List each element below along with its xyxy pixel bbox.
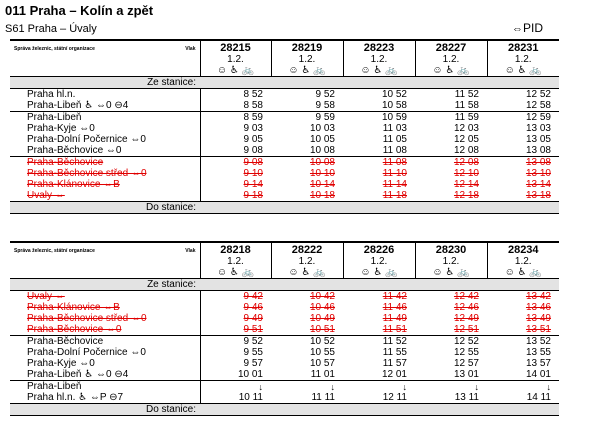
train-number: 28226 [343, 242, 415, 256]
departure-time: 14 11 [526, 392, 551, 403]
departure-time: 11 46 [382, 302, 407, 313]
operator-name: Správa železnic, státní organizace [14, 46, 95, 52]
departure-time: 11 05 [382, 134, 407, 145]
operator-note [10, 40, 200, 77]
departure-time: 10 11 [200, 392, 271, 404]
departure-time: 9 08 [200, 157, 271, 169]
departure-time: 11 42 [382, 290, 407, 302]
departure-time: 10 01 [200, 369, 271, 381]
timetable-outbound [10, 39, 559, 214]
departure-time: 11 08 [343, 157, 415, 169]
departure-time: 9 08 [200, 145, 271, 157]
amenity-icons: ☺ ♿ 🚲 [200, 65, 271, 77]
departure-time: 12 46 [453, 302, 479, 313]
amenity-icons: ☺ ♿ 🚲 [415, 65, 487, 77]
amenity-icons: ☺ ♿ 🚲 [271, 65, 343, 77]
departure-time: 9 42 [200, 291, 271, 303]
departure-time: 9 51 [200, 324, 271, 336]
departure-time: 12 10 [453, 168, 479, 179]
departure-time: 12 01 [381, 369, 407, 380]
from-station-label: Ze stanice: [10, 279, 200, 291]
departure-time: 11 51 [382, 324, 407, 335]
departure-time: ↓ [487, 381, 559, 393]
departure-time: 10 51 [309, 324, 335, 335]
departure-time: 10 18 [309, 190, 335, 201]
stop-name: Praha-Dolní Počernice ⇔0 [27, 347, 146, 358]
departure-time: 13 03 [525, 123, 551, 134]
departure-time: 12 58 [525, 100, 551, 111]
departure-time: 8 59 [200, 112, 271, 124]
departure-time: 12 03 [453, 123, 479, 134]
departure-time: 12 18 [453, 190, 479, 201]
page-title: 011 Praha – Kolín a zpět [5, 3, 154, 18]
departure-time: 9 52 [200, 336, 271, 348]
departure-time: 9 46 [200, 302, 271, 313]
stop-name: Úvaly ⇔ [27, 190, 65, 201]
stop-name: Praha-Dolní Počernice ⇔0 [27, 134, 146, 145]
operator-note [10, 242, 200, 279]
departure-time: 11 57 [382, 358, 407, 369]
departure-time: 10 52 [381, 88, 407, 100]
departure-time: 10 58 [381, 100, 407, 111]
stop-name: Praha-Klánovice ⇔B [27, 302, 120, 313]
stop-name: Praha-Běchovice střed ⇔0 [27, 168, 147, 179]
train-number: 28230 [415, 242, 487, 256]
stop-row [10, 134, 559, 145]
train-number: 28218 [200, 242, 271, 256]
stop-name: Praha-Libeň ♿ ⇔0 ⊖4 [27, 369, 129, 380]
train-number: 28219 [271, 40, 343, 54]
departure-time: ↓ [343, 381, 415, 393]
service-days: 1.2. [487, 54, 559, 65]
amenity-icons: ☺ ♿ 🚲 [487, 267, 559, 279]
band-fill [200, 404, 559, 416]
stop-row [10, 313, 559, 324]
departure-time: 12 49 [453, 313, 479, 324]
stop-row [10, 392, 559, 404]
train-number: 28234 [487, 242, 559, 256]
amenity-icons: ☺ ♿ 🚲 [487, 65, 559, 77]
train-label: Vlak [185, 248, 196, 254]
departure-time: 9 59 [271, 112, 343, 124]
stop-name: Praha-Kyje ⇔0 [27, 123, 95, 134]
amenity-icons: ☺ ♿ 🚲 [343, 267, 415, 279]
stop-row [10, 157, 559, 169]
stop-name: Praha-Běchovice střed ⇔0 [27, 313, 147, 324]
stop-row [10, 381, 559, 393]
to-station-band [10, 404, 559, 416]
departure-time: ↓ [200, 381, 271, 393]
departure-time: 13 18 [525, 190, 551, 201]
stop-row [10, 179, 559, 190]
departure-time: 11 55 [382, 347, 407, 358]
departure-time: ↓ [271, 381, 343, 393]
stop-name: Úvaly ⇔ [27, 290, 65, 302]
departure-time: 10 03 [309, 123, 335, 134]
stop-row [10, 291, 559, 303]
stop-row [10, 358, 559, 369]
operator-name: Správa železnic, státní organizace [14, 248, 95, 254]
departure-time: 13 14 [525, 179, 551, 190]
departure-time: 9 18 [200, 190, 271, 202]
departure-time: 9 58 [315, 100, 335, 111]
stop-row [10, 302, 559, 313]
departure-time: 12 14 [453, 179, 479, 190]
to-station-band [10, 202, 559, 214]
service-days: 1.2. [487, 256, 559, 267]
pid-label: PID [523, 21, 544, 35]
departure-time: 10 57 [309, 358, 335, 369]
stop-name: Praha-Běchovice ⇔0 [27, 324, 122, 335]
stop-name: Praha-Libeň ♿ ⇔0 ⊖4 [27, 100, 129, 111]
stop-name: Praha-Libeň [10, 381, 200, 393]
service-days: 1.2. [415, 256, 487, 267]
departure-time: 13 11 [454, 392, 479, 403]
departure-time: 11 49 [382, 313, 407, 324]
service-days: 1.2. [271, 54, 343, 65]
departure-time: 8 52 [200, 89, 271, 101]
stop-row [10, 145, 559, 157]
service-days: 1.2. [200, 256, 271, 267]
departure-time: 12 42 [453, 290, 479, 302]
departure-time: 11 58 [454, 100, 479, 111]
stop-name: Praha-Běchovice [10, 336, 200, 348]
stop-name: Praha-Běchovice ⇔0 [27, 145, 122, 156]
departure-time: 10 46 [309, 302, 335, 313]
departure-time: 9 49 [200, 313, 271, 324]
departure-time: 13 55 [525, 347, 551, 358]
departure-time: 11 08 [382, 145, 407, 156]
service-days: 1.2. [343, 256, 415, 267]
departure-time: 13 51 [525, 324, 551, 335]
amenity-icons: ☺ ♿ 🚲 [415, 267, 487, 279]
departure-time: 11 52 [343, 336, 415, 348]
to-station-label: Do stanice: [10, 202, 200, 214]
departure-time: 11 03 [382, 123, 407, 134]
departure-time: 10 08 [271, 157, 343, 169]
departure-time: 12 11 [382, 392, 407, 403]
service-days: 1.2. [343, 54, 415, 65]
departure-time: 12 08 [453, 145, 479, 156]
departure-time: 12 55 [453, 347, 479, 358]
stop-name: Praha-Běchovice [10, 157, 200, 169]
departure-time: 9 52 [315, 88, 335, 100]
departure-time: 13 05 [525, 134, 551, 145]
departure-time: 9 14 [200, 179, 271, 190]
stop-row [10, 324, 559, 336]
departure-time: 13 46 [525, 302, 551, 313]
departure-time: 11 52 [454, 88, 479, 100]
stop-name: Praha-Libeň [10, 112, 200, 124]
stop-row [10, 123, 559, 134]
departure-time: 13 52 [487, 336, 559, 348]
service-days: 1.2. [200, 54, 271, 65]
stop-name: Praha hl.n. [27, 88, 76, 100]
stop-name: Praha-Kyje ⇔0 [27, 358, 95, 369]
transfer-arrow-icon: ⇔ [512, 23, 523, 35]
stop-row [10, 190, 559, 202]
service-days: 1.2. [271, 256, 343, 267]
from-station-band [10, 279, 559, 291]
departure-time: 11 11 [311, 392, 335, 403]
band-fill [200, 202, 559, 214]
departure-time: 12 59 [487, 112, 559, 124]
train-number-row [10, 40, 559, 54]
stop-row [10, 168, 559, 179]
stop-row [10, 112, 559, 124]
departure-time: 12 57 [453, 358, 479, 369]
departure-time: 11 01 [310, 369, 335, 380]
band-fill [200, 77, 559, 89]
departure-time: 10 08 [309, 145, 335, 156]
departure-time: 11 10 [382, 168, 407, 179]
pid-logo [512, 21, 543, 35]
departure-time: 11 59 [415, 112, 487, 124]
departure-time: 12 52 [415, 336, 487, 348]
stop-row [10, 369, 559, 381]
departure-time: 13 42 [525, 290, 551, 302]
amenity-icons: ☺ ♿ 🚲 [271, 267, 343, 279]
departure-time: 8 58 [200, 100, 271, 112]
departure-time: 13 01 [453, 369, 479, 380]
train-label: Vlak [185, 46, 196, 52]
departure-time: 10 49 [309, 313, 335, 324]
departure-time: 13 49 [525, 313, 551, 324]
departure-time: 10 05 [309, 134, 335, 145]
departure-time: 9 03 [200, 123, 271, 134]
departure-time: 9 05 [200, 134, 271, 145]
departure-time: 13 10 [525, 168, 551, 179]
departure-time: 12 51 [453, 324, 479, 335]
band-fill [200, 279, 559, 291]
stop-row [10, 89, 559, 101]
departure-time: 14 01 [525, 369, 551, 380]
service-days: 1.2. [415, 54, 487, 65]
departure-time: 10 10 [309, 168, 335, 179]
stop-name: Praha-Klánovice ⇔B [27, 179, 120, 190]
departure-time: 10 59 [343, 112, 415, 124]
departure-time: 12 52 [525, 88, 551, 100]
departure-time: 13 08 [487, 157, 559, 169]
train-number: 28222 [271, 242, 343, 256]
departure-time: 9 10 [200, 168, 271, 179]
departure-time: 10 52 [271, 336, 343, 348]
amenity-icons: ☺ ♿ 🚲 [200, 267, 271, 279]
departure-time: 12 08 [415, 157, 487, 169]
departure-time: 9 57 [200, 358, 271, 369]
departure-time: 12 05 [453, 134, 479, 145]
train-number: 28227 [415, 40, 487, 54]
train-number-row [10, 242, 559, 256]
amenity-icons: ☺ ♿ 🚲 [343, 65, 415, 77]
line-subtitle: S61 Praha – Úvaly [5, 23, 97, 35]
departure-time: 10 14 [309, 179, 335, 190]
train-number: 28215 [200, 40, 271, 54]
from-station-band [10, 77, 559, 89]
timetable-inbound [10, 241, 559, 416]
departure-time: 9 55 [200, 347, 271, 358]
departure-time: 10 55 [309, 347, 335, 358]
train-number: 28231 [487, 40, 559, 54]
departure-time: 10 42 [309, 290, 335, 302]
stop-row [10, 100, 559, 112]
departure-time: ↓ [415, 381, 487, 393]
departure-time: 11 18 [382, 190, 407, 201]
departure-time: 13 57 [525, 358, 551, 369]
to-station-label: Do stanice: [10, 404, 200, 416]
from-station-label: Ze stanice: [10, 77, 200, 89]
departure-time: 11 14 [382, 179, 407, 190]
stop-row [10, 336, 559, 348]
stop-name: Praha hl.n. ♿ ⇔P ⊖7 [27, 392, 124, 403]
train-number: 28223 [343, 40, 415, 54]
departure-time: 13 08 [525, 145, 551, 156]
stop-row [10, 347, 559, 358]
